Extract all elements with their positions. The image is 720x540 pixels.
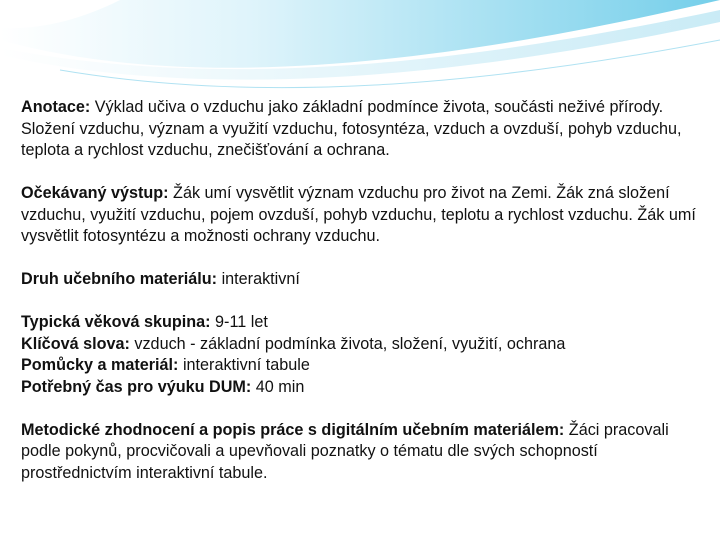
expected-outcome-label: Očekávaný výstup: [21,184,169,202]
keywords-label: Klíčová slova: [21,334,130,353]
annotation-text: Výklad učiva o vzduchu jako základní podmínce života, součásti neživé přírody. Složení vzduchu, význam a využití vzduchu, fotosyntéza, vzduch a ovzduší, pohyb vzduchu, teplota a rychlost vzduchu, znečišťování a ochrana. [21,98,682,159]
age-group-line [21,312,696,334]
evaluation-label: Metodické zhodnocení a popis práce s digitálním učebním materiálem: [21,420,565,439]
time-label: Potřebný čas pro výuku DUM: [21,377,252,396]
evaluation-text: Žáci pracovali podle pokynů, procvičovali a upevňovali poznatky o tématu dle svých schopností prostřednictvím interaktivní tabule. [21,420,669,482]
tools-label: Pomůcky a materiál: [21,356,179,374]
keywords-text: vzduch - základní podmínka života, složení, využití, ochrana [129,334,566,353]
material-type-text: interaktivní [217,270,300,288]
time-line [21,377,696,399]
expected-outcome-text: Žák umí vysvětlit význam vzduchu pro život na Zemi. Žák zná složení vzduchu, využití vzduchu, pojem ovzduší, pohyb vzduchu, teplotu a rychlost vzduchu. Žák umí vysvětlit fotosyntézu a možnosti ochrany vzduchu. [21,184,696,245]
age-group-text: 9-11 let [210,313,268,331]
tools-text: interaktivní tabule [178,356,310,374]
annotation-block [21,97,696,162]
tools-line [21,355,696,377]
details-block [21,312,696,398]
material-type-label: Druh učebního materiálu: [21,270,218,288]
evaluation-block [21,420,696,485]
annotation-document [21,97,696,506]
keywords-line [21,334,696,356]
age-group-label: Typická věková skupina: [21,313,211,331]
expected-outcome-block [21,183,696,248]
material-type-block [21,269,696,291]
header-wave-decoration [0,0,720,95]
annotation-label: Anotace: [21,98,91,116]
time-text: 40 min [251,377,305,396]
